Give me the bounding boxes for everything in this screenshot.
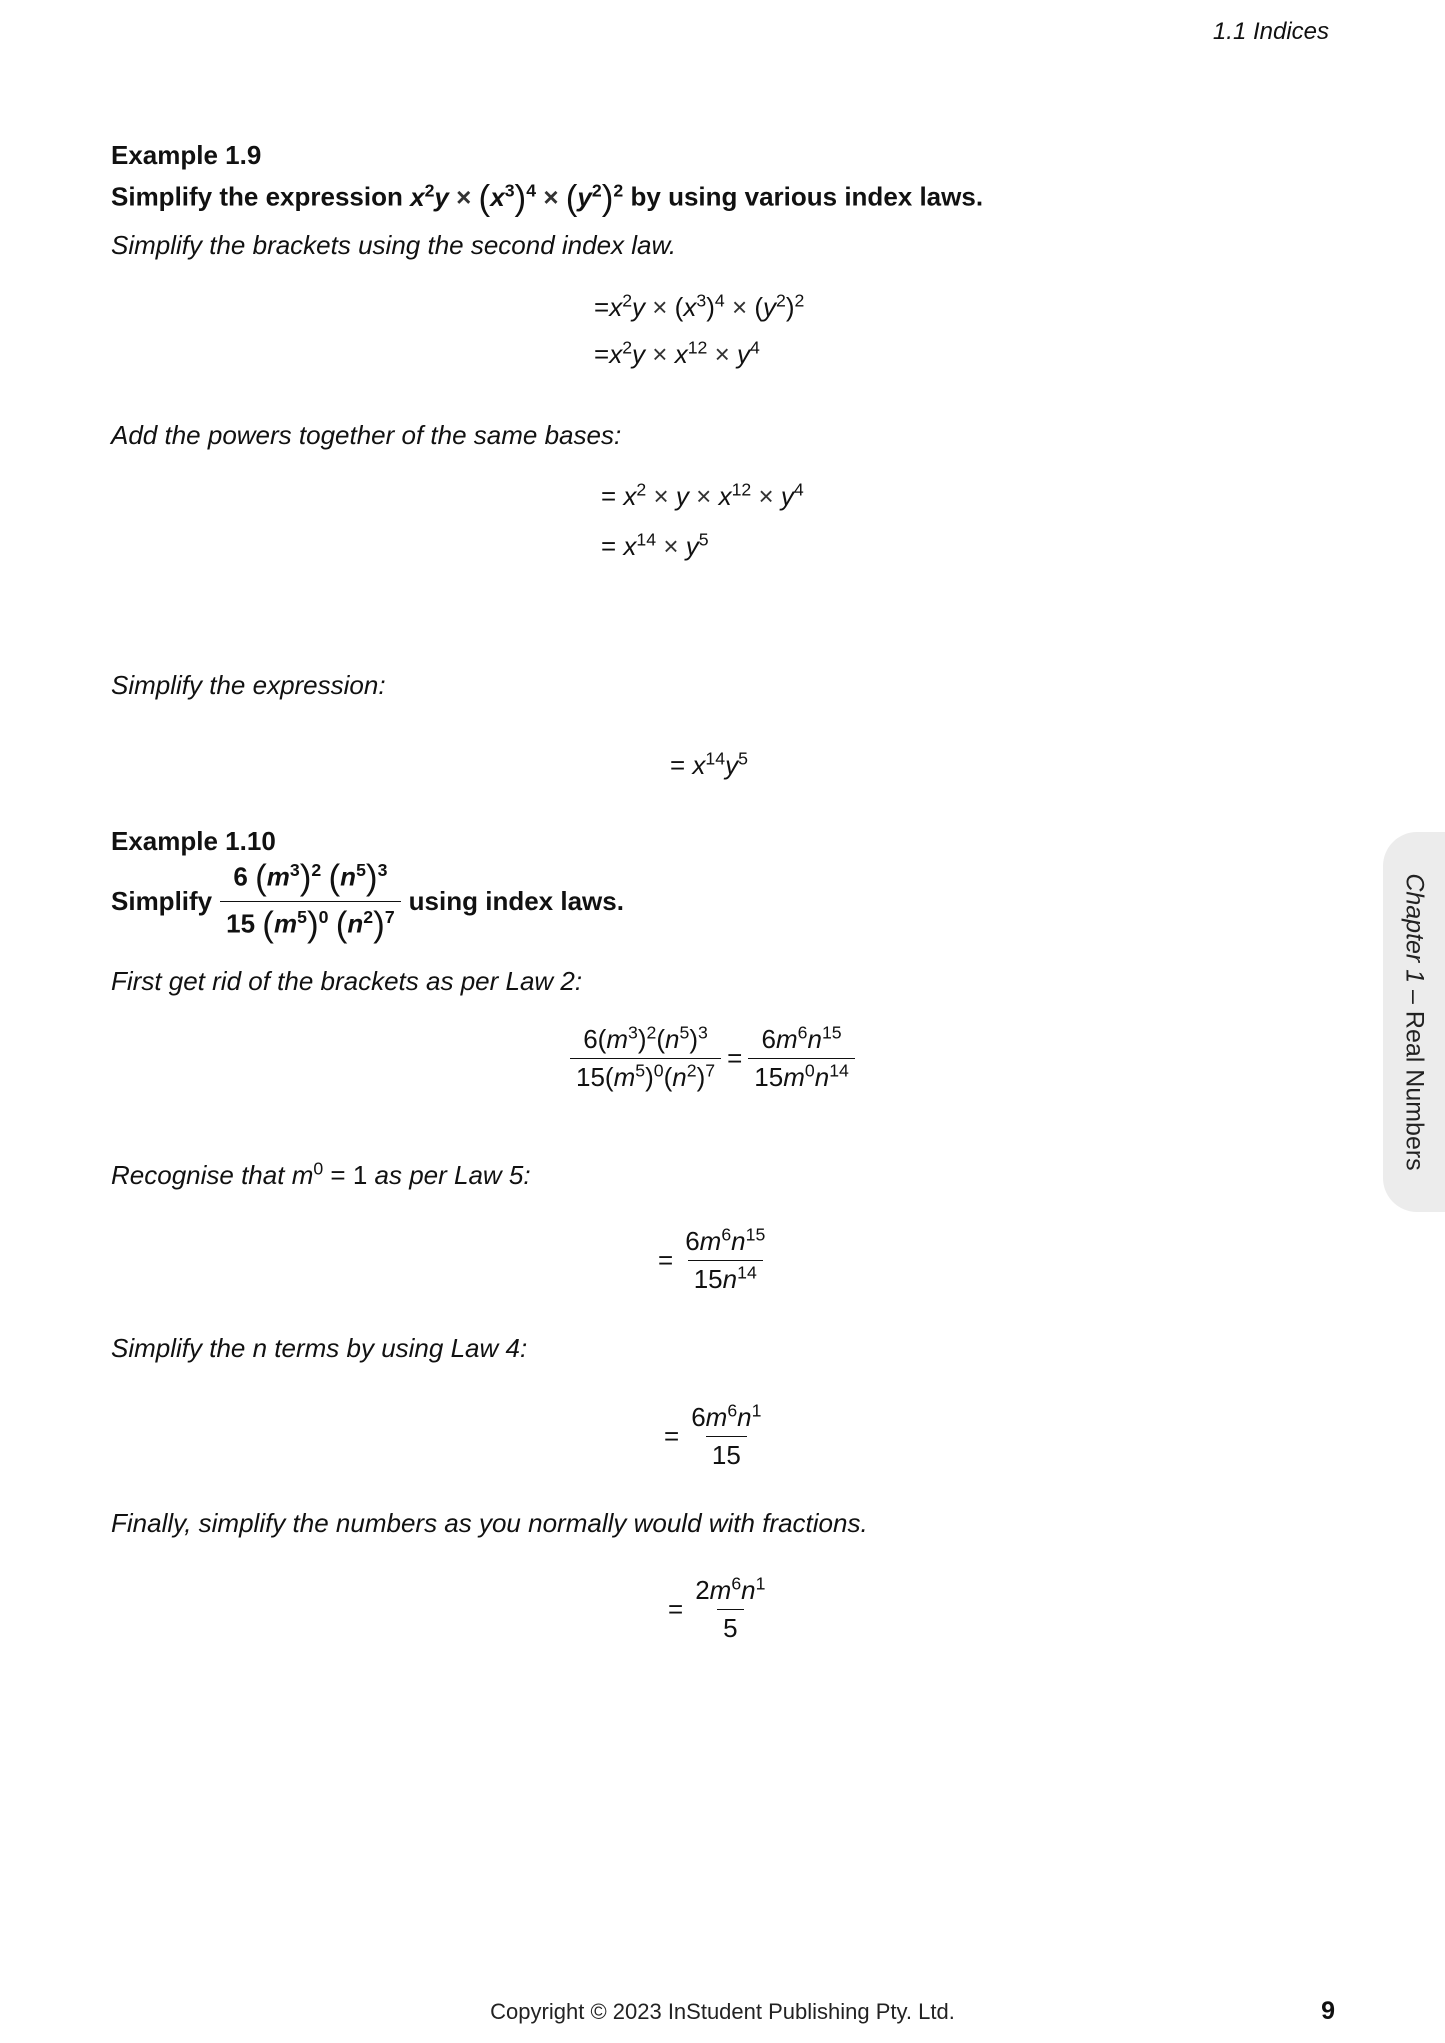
copyright-footer: Copyright © 2023 InStudent Publishing Pty. Ltd.	[490, 1999, 955, 2024]
question-suffix: by using various index laws.	[630, 181, 984, 212]
step-2-suffix: as per Law 5:	[374, 1160, 531, 1190]
example-1-10-step-1: First get rid of the brackets as per Law 2:	[111, 966, 583, 996]
math-line-4: = $x^{14} \times y^5$	[601, 529, 709, 561]
example-1-10-title: Example 1.10	[111, 826, 276, 856]
example-1-10-step-4: Finally, simplify the numbers as you normally would with fractions.	[111, 1508, 868, 1538]
math-line-5: = $x^{14}y^5$	[670, 748, 748, 780]
math-fraction-3: = $\frac{6m^6n^1}{15}$	[664, 1400, 762, 1470]
math-line-1: $=x^2y \times (x^3)^4 \times (y^2)^2$	[594, 290, 805, 322]
page-number: 9	[1321, 1997, 1335, 2025]
section-header: 1.1 Indices	[1212, 18, 1329, 45]
question-expression: $x^2y \times (x^3)^4 \times (y^2)^2$	[410, 178, 624, 217]
math-fraction-1: $\frac{6(m^3)^2(n^5)^3}{15(m^5)^0(n^2)^7}$ = $\frac{6m^6n^{15}}{15m^0n^{14}}$	[570, 1024, 855, 1093]
example-1-10-question	[111, 858, 624, 945]
example-1-10-step-3: Simplify the n terms by using Law 4:	[111, 1333, 528, 1363]
chapter-side-tab	[1383, 832, 1445, 1212]
step-2-math: $m^0 = 1$	[291, 1158, 368, 1190]
math-line-2: $=x^2y \times x^{12} \times y^4$	[594, 337, 760, 369]
chapter-side-tab-label: Chapter 1 – Real Numbers	[1400, 873, 1429, 1171]
example-1-9-step-2: Add the powers together of the same bases:	[111, 420, 622, 450]
question-prefix: Simplify	[111, 886, 213, 916]
math-fraction-2: = $\frac{6m^6n^{15}}{15n^{14}}$	[658, 1224, 766, 1294]
math-line-3: = $x^2 \times y \times x^{12} \times y^4$	[601, 479, 804, 511]
example-1-9-step-3: Simplify the expression:	[111, 670, 386, 700]
example-1-9-title: Example 1.9	[111, 140, 262, 170]
example-1-9-question	[111, 178, 983, 218]
question-suffix: using index laws.	[408, 886, 624, 916]
math-fraction-4: = $\frac{2m^6n^1}{5}$	[668, 1573, 766, 1643]
example-1-10-step-2	[111, 1160, 531, 1191]
question-prefix: Simplify the expression	[111, 181, 403, 212]
example-1-9-step-1: Simplify the brackets using the second index law.	[111, 230, 677, 260]
question-fraction: $\frac{6 (m^3)^2 (n^5)^3}{15 (m^5)^0 (n^2)^7}$	[220, 858, 401, 945]
step-2-prefix: Recognise that	[111, 1160, 285, 1190]
